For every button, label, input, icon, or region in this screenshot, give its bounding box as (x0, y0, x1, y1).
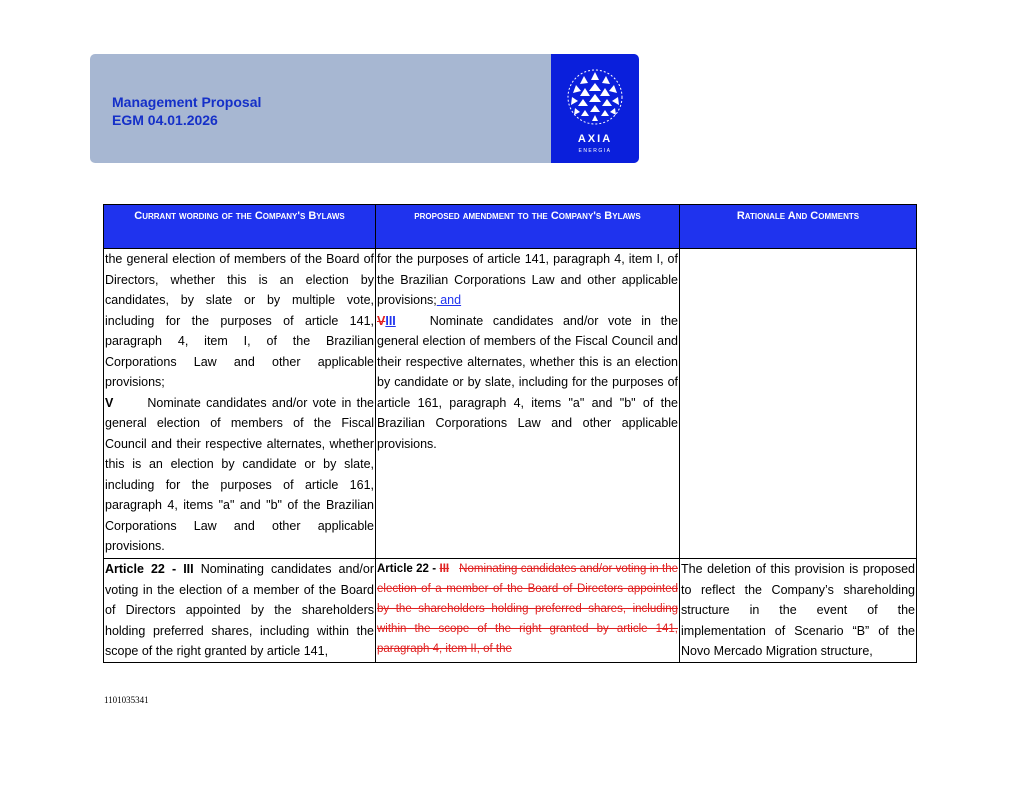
proposed-item (377, 311, 678, 455)
article-number: Article 22 - III (105, 562, 194, 576)
proposed-text: for the purposes of article 141, paragraph 4, item I, of the Brazilian Corporations Law and other applicable provisions; (377, 252, 678, 307)
deleted-item-number: V (377, 313, 386, 328)
proposed-amendment-cell (376, 559, 680, 663)
item-text: Nominate candidates and/or vote in the general election of members of the Fiscal Council and their respective alternates, whether this is an election by candidate or by slate, including for the purposes of article 161, paragraph 4, items "a" and "b" of the Brazilian Corporations Law and other applicable provisions. (377, 313, 678, 451)
document-code: 1101035341 (104, 695, 149, 705)
proposed-paragraph (377, 249, 678, 311)
header-banner (90, 54, 551, 163)
globe-logo-icon (566, 68, 624, 126)
bylaws-comparison-table (103, 204, 917, 663)
current-paragraph: the general election of members of the Board of Directors, whether this is an election by candidates, by slate or by multiple vote, including for the purposes of article 141, paragraph 4, item I, of the Brazilian Corporations Law and other applicable provisions; (105, 252, 374, 389)
item-text: Nominate candidates and/or vote in the general election of members of the Fiscal Council and their respective alternates, whether this is an election by candidate or by slate, including for the purposes of article 161, paragraph 4, items "a" and "b" of the Brazilian Corporations Law and other applicable provisions. (105, 395, 374, 553)
deleted-text: Nominating candidates and/or voting in the election of a member of the Board of Directors appointed by the shareholders holding preferred shares, including within the scope of the right granted by article 141, paragraph 4, item II, of the (377, 563, 678, 655)
table-row (104, 559, 917, 663)
article-number: Article 22 - (377, 563, 440, 575)
inserted-item-number: III (385, 313, 396, 328)
column-header-current: Currant wording of the Company's Bylaws (104, 205, 376, 249)
company-logo (551, 54, 639, 163)
logo-subtitle: ENERGIA (578, 148, 612, 154)
logo-name: AXIA (577, 133, 613, 145)
table-header-row (104, 205, 917, 249)
title-line-1: Management Proposal (112, 94, 262, 110)
column-header-proposed: proposed amendment to the Company's Bylaws (376, 205, 680, 249)
inserted-text: and (436, 293, 462, 307)
deleted-item-number: III (439, 563, 450, 575)
current-wording-cell (104, 559, 376, 663)
article-text: Nominating candidates and/or voting in the election of a member of the Board of Directors appointed by the shareholders holding preferred shares, including within the scope of the right granted by article 141, (105, 562, 374, 658)
title-line-2: EGM 04.01.2026 (112, 112, 218, 128)
rationale-cell (680, 249, 917, 559)
rationale-cell: The deletion of this provision is proposed to reflect the Company’s shareholding structure in the event of the implementation of Scenario “B” of the Novo Mercado Migration structure, (680, 559, 917, 663)
item-number: V (105, 395, 114, 410)
proposed-amendment-cell (376, 249, 680, 559)
current-wording-cell (104, 249, 376, 559)
current-item (105, 393, 374, 557)
table-row (104, 249, 917, 559)
document-title (112, 93, 261, 129)
column-header-rationale: Rationale And Comments (680, 205, 917, 249)
